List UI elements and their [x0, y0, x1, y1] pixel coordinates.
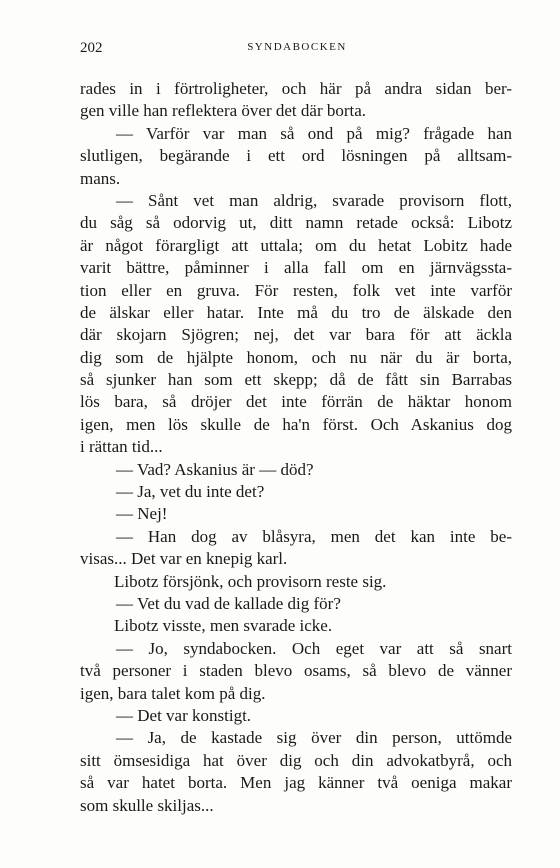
text-line: så var hatet borta. Men jag känner två oeniga makar [80, 773, 512, 793]
text-line: är något förargligt att uttala; om du hetat Lobitz hade [80, 235, 512, 255]
text-line: så sjunker han som ett skepp; då de fått sin Barrabas [80, 370, 512, 390]
text-line: Libotz försjönk, och provisorn reste sig. [114, 571, 387, 591]
text-line: de älskar eller hatar. Inte må du tro de älskade den [80, 302, 512, 322]
page-number: 202 [80, 40, 103, 56]
text-line: igen, men lös skulle de ha'n först. Och Askanius dog [80, 414, 512, 434]
body-text [80, 78, 512, 817]
text-line: varit bättre, påminner i alla fall om en järnvägssta- [80, 258, 512, 278]
text-line: — Vet du vad de kallade dig för? [116, 593, 341, 613]
text-line: rades in i förtroligheter, och här på andra sidan ber- [80, 79, 512, 98]
text-line: — Varför var man så ond på mig? frågade han [116, 123, 512, 143]
text-line: — Vad? Askanius är — död? [116, 459, 314, 479]
text-line: — Han dog av blåsyra, men det kan inte be- [116, 526, 512, 546]
text-line: — Ja, vet du inte det? [116, 482, 265, 502]
running-title: SYNDABOCKEN [247, 41, 347, 53]
text-line: mans. [80, 168, 121, 188]
text-line: som skulle skiljas... [80, 795, 214, 815]
text-line: gen ville han reflektera över det där borta. [80, 101, 367, 121]
text-line: tion eller en gruva. För resten, folk vet inte varför [80, 280, 512, 300]
text-line: visas... Det var en knepig karl. [80, 549, 288, 569]
text-line: — Ja, de kastade sig över din person, uttömde [116, 728, 512, 748]
page-header [80, 40, 514, 60]
text-line: — Nej! [116, 504, 168, 524]
text-line: lös bara, så dröjer det inte förrän de häktar honom [80, 392, 512, 412]
text-line: två personer i staden blevo osams, så blevo de vänner [80, 661, 512, 681]
text-line: dig som de hjälpte honom, och nu när du är borta, [80, 347, 512, 367]
text-line: — Det var konstigt. [116, 705, 252, 725]
text-line: du såg så odorvig ut, ditt namn retade också: Libotz [80, 213, 512, 233]
text-line: sitt ömsesidiga hat över dig och din advokatbyrå, och [80, 750, 512, 770]
text-line: — Jo, syndabocken. Och eget var att så snart [116, 638, 512, 658]
text-line: igen, bara talet kom på dig. [80, 683, 266, 703]
text-line: i rättan tid... [80, 437, 163, 457]
text-line: slutligen, begärande i ett ord lösningen på alltsam- [80, 146, 512, 166]
text-line: där skojarn Sjögren; nej, det var bara för att äckla [80, 325, 512, 345]
text-line: Libotz visste, men svarade icke. [114, 616, 333, 636]
text-line: — Sånt vet man aldrig, svarade provisorn flott, [116, 190, 512, 210]
